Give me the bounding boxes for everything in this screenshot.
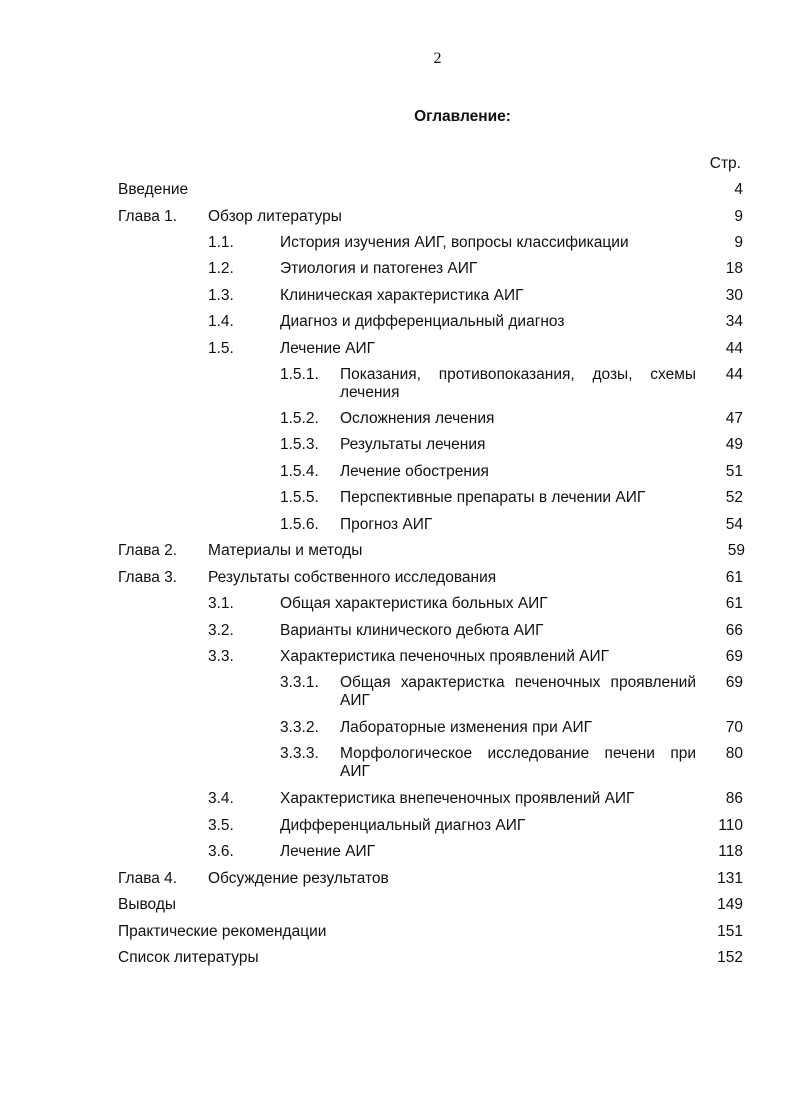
toc-entry-page: 61: [725, 595, 743, 612]
toc-entry-number: 3.5.: [208, 817, 234, 834]
toc-entry-page: 70: [725, 719, 743, 736]
toc-entry-page: 34: [725, 313, 743, 330]
toc-entry-page: 118: [718, 843, 743, 860]
toc-entry-text: Список литературы: [118, 949, 259, 966]
toc-entry-text: Осложнения лечения: [340, 410, 495, 427]
toc-entry-page: 47: [725, 410, 743, 427]
toc-entry-page: 69: [725, 648, 743, 665]
toc-entry-text: Введение: [118, 181, 189, 198]
toc-entry-text: Диагноз и дифференциальный диагноз: [280, 313, 565, 330]
toc-entry-page: 80: [725, 745, 743, 762]
toc-entry-text: Клиническая характеристика АИГ: [280, 287, 524, 304]
toc-entry-text: Дифференциальный диагноз АИГ: [280, 817, 526, 834]
toc-entry-number: 1.1.: [208, 234, 234, 251]
toc-entry-number: 1.5.6.: [280, 516, 319, 533]
toc-entry-text: Лечение АИГ: [280, 340, 375, 357]
toc-entry-page: 151: [717, 923, 743, 940]
toc-entry-text: История изучения АИГ, вопросы классификации: [280, 234, 629, 251]
toc-entry-text: Показания, противопоказания, дозы, схемы лечения: [340, 366, 696, 401]
toc-entry-text: Результаты собственного исследования: [208, 569, 497, 586]
toc-entry-number: 3.1.: [208, 595, 234, 612]
toc-entry-number: 1.5.2.: [280, 410, 319, 427]
toc-entry-number: 3.2.: [208, 622, 234, 639]
toc-entry-text: Обсуждение результатов: [208, 870, 389, 887]
pages-column-header: Стр.: [709, 155, 741, 172]
toc-entry-page: 66: [725, 622, 743, 639]
toc-entry-number: 3.3.1.: [280, 674, 319, 691]
toc-entry-page: 131: [717, 870, 743, 887]
toc-entry-number: 3.3.: [208, 648, 234, 665]
toc-entry-text: Этиология и патогенез АИГ: [280, 260, 478, 277]
toc-entry-page: 54: [725, 516, 743, 533]
toc-entry-text: Общая характеристка печеночных проявлений АИГ: [340, 674, 696, 709]
toc-entry-page: 30: [725, 287, 743, 304]
toc-entry-number: 3.4.: [208, 790, 234, 807]
toc-entry-page: 9: [734, 208, 743, 225]
toc-entry-number: 3.3.2.: [280, 719, 319, 736]
toc-entry-page: 51: [725, 463, 743, 480]
toc-entry-number: 1.3.: [208, 287, 234, 304]
page-title: Оглавление:: [414, 108, 511, 125]
toc-entry-number: 3.3.3.: [280, 745, 319, 762]
toc-entry-number: 1.5.5.: [280, 489, 319, 506]
toc-entry-page: 69: [725, 674, 743, 691]
toc-entry-page: 44: [725, 340, 743, 357]
toc-entry-number: 1.5.: [208, 340, 234, 357]
toc-entry-number: 1.4.: [208, 313, 234, 330]
toc-entry-number: 1.5.4.: [280, 463, 319, 480]
toc-entry-text: Варианты клинического дебюта АИГ: [280, 622, 544, 639]
toc-entry-number: 1.5.3.: [280, 436, 319, 453]
toc-entry-number: 1.5.1.: [280, 366, 319, 383]
toc-entry-page: 61: [725, 569, 743, 586]
toc-entry-page: 9: [734, 234, 743, 251]
toc-entry-page: 59: [727, 542, 745, 559]
toc-entry-number: 3.6.: [208, 843, 234, 860]
toc-entry-text: Практические рекомендации: [118, 923, 327, 940]
toc-entry-page: 18: [725, 260, 743, 277]
toc-entry-number: Глава 2.: [118, 542, 178, 559]
toc-entry-page: 44: [725, 366, 743, 383]
toc-entry-text: Выводы: [118, 896, 177, 913]
toc-entry-page: 149: [717, 896, 743, 913]
toc-entry-text: Морфологическое исследование печени при АИГ: [340, 745, 696, 780]
toc-entry-text: Перспективные препараты в лечении АИГ: [340, 489, 646, 506]
toc-entry-number: Глава 1.: [118, 208, 178, 225]
toc-entry-page: 110: [718, 817, 743, 834]
toc-entry-text: Лечение АИГ: [280, 843, 375, 860]
toc-entry-text: Лабораторные изменения при АИГ: [340, 719, 592, 736]
toc-entry-text: Прогноз АИГ: [340, 516, 433, 533]
toc-entry-text: Результаты лечения: [340, 436, 486, 453]
page-number: 2: [433, 50, 442, 67]
toc-entry-text: Общая характеристика больных АИГ: [280, 595, 548, 612]
toc-entry-page: 152: [717, 949, 743, 966]
toc-entry-number: 1.2.: [208, 260, 234, 277]
toc-entry-page: 49: [725, 436, 743, 453]
toc-entry-page: 4: [734, 181, 743, 198]
toc-entry-text: Характеристика печеночных проявлений АИГ: [280, 648, 610, 665]
toc-entry-text: Лечение обострения: [340, 463, 489, 480]
toc-entry-page: 52: [725, 489, 743, 506]
toc-entry-number: Глава 4.: [118, 870, 178, 887]
toc-entry-text: Характеристика внепеченочных проявлений АИГ: [280, 790, 635, 807]
toc-entry-text: Обзор литературы: [208, 208, 342, 225]
toc-entry-page: 86: [725, 790, 743, 807]
toc-entry-text: Материалы и методы: [208, 542, 363, 559]
toc-entry-number: Глава 3.: [118, 569, 178, 586]
